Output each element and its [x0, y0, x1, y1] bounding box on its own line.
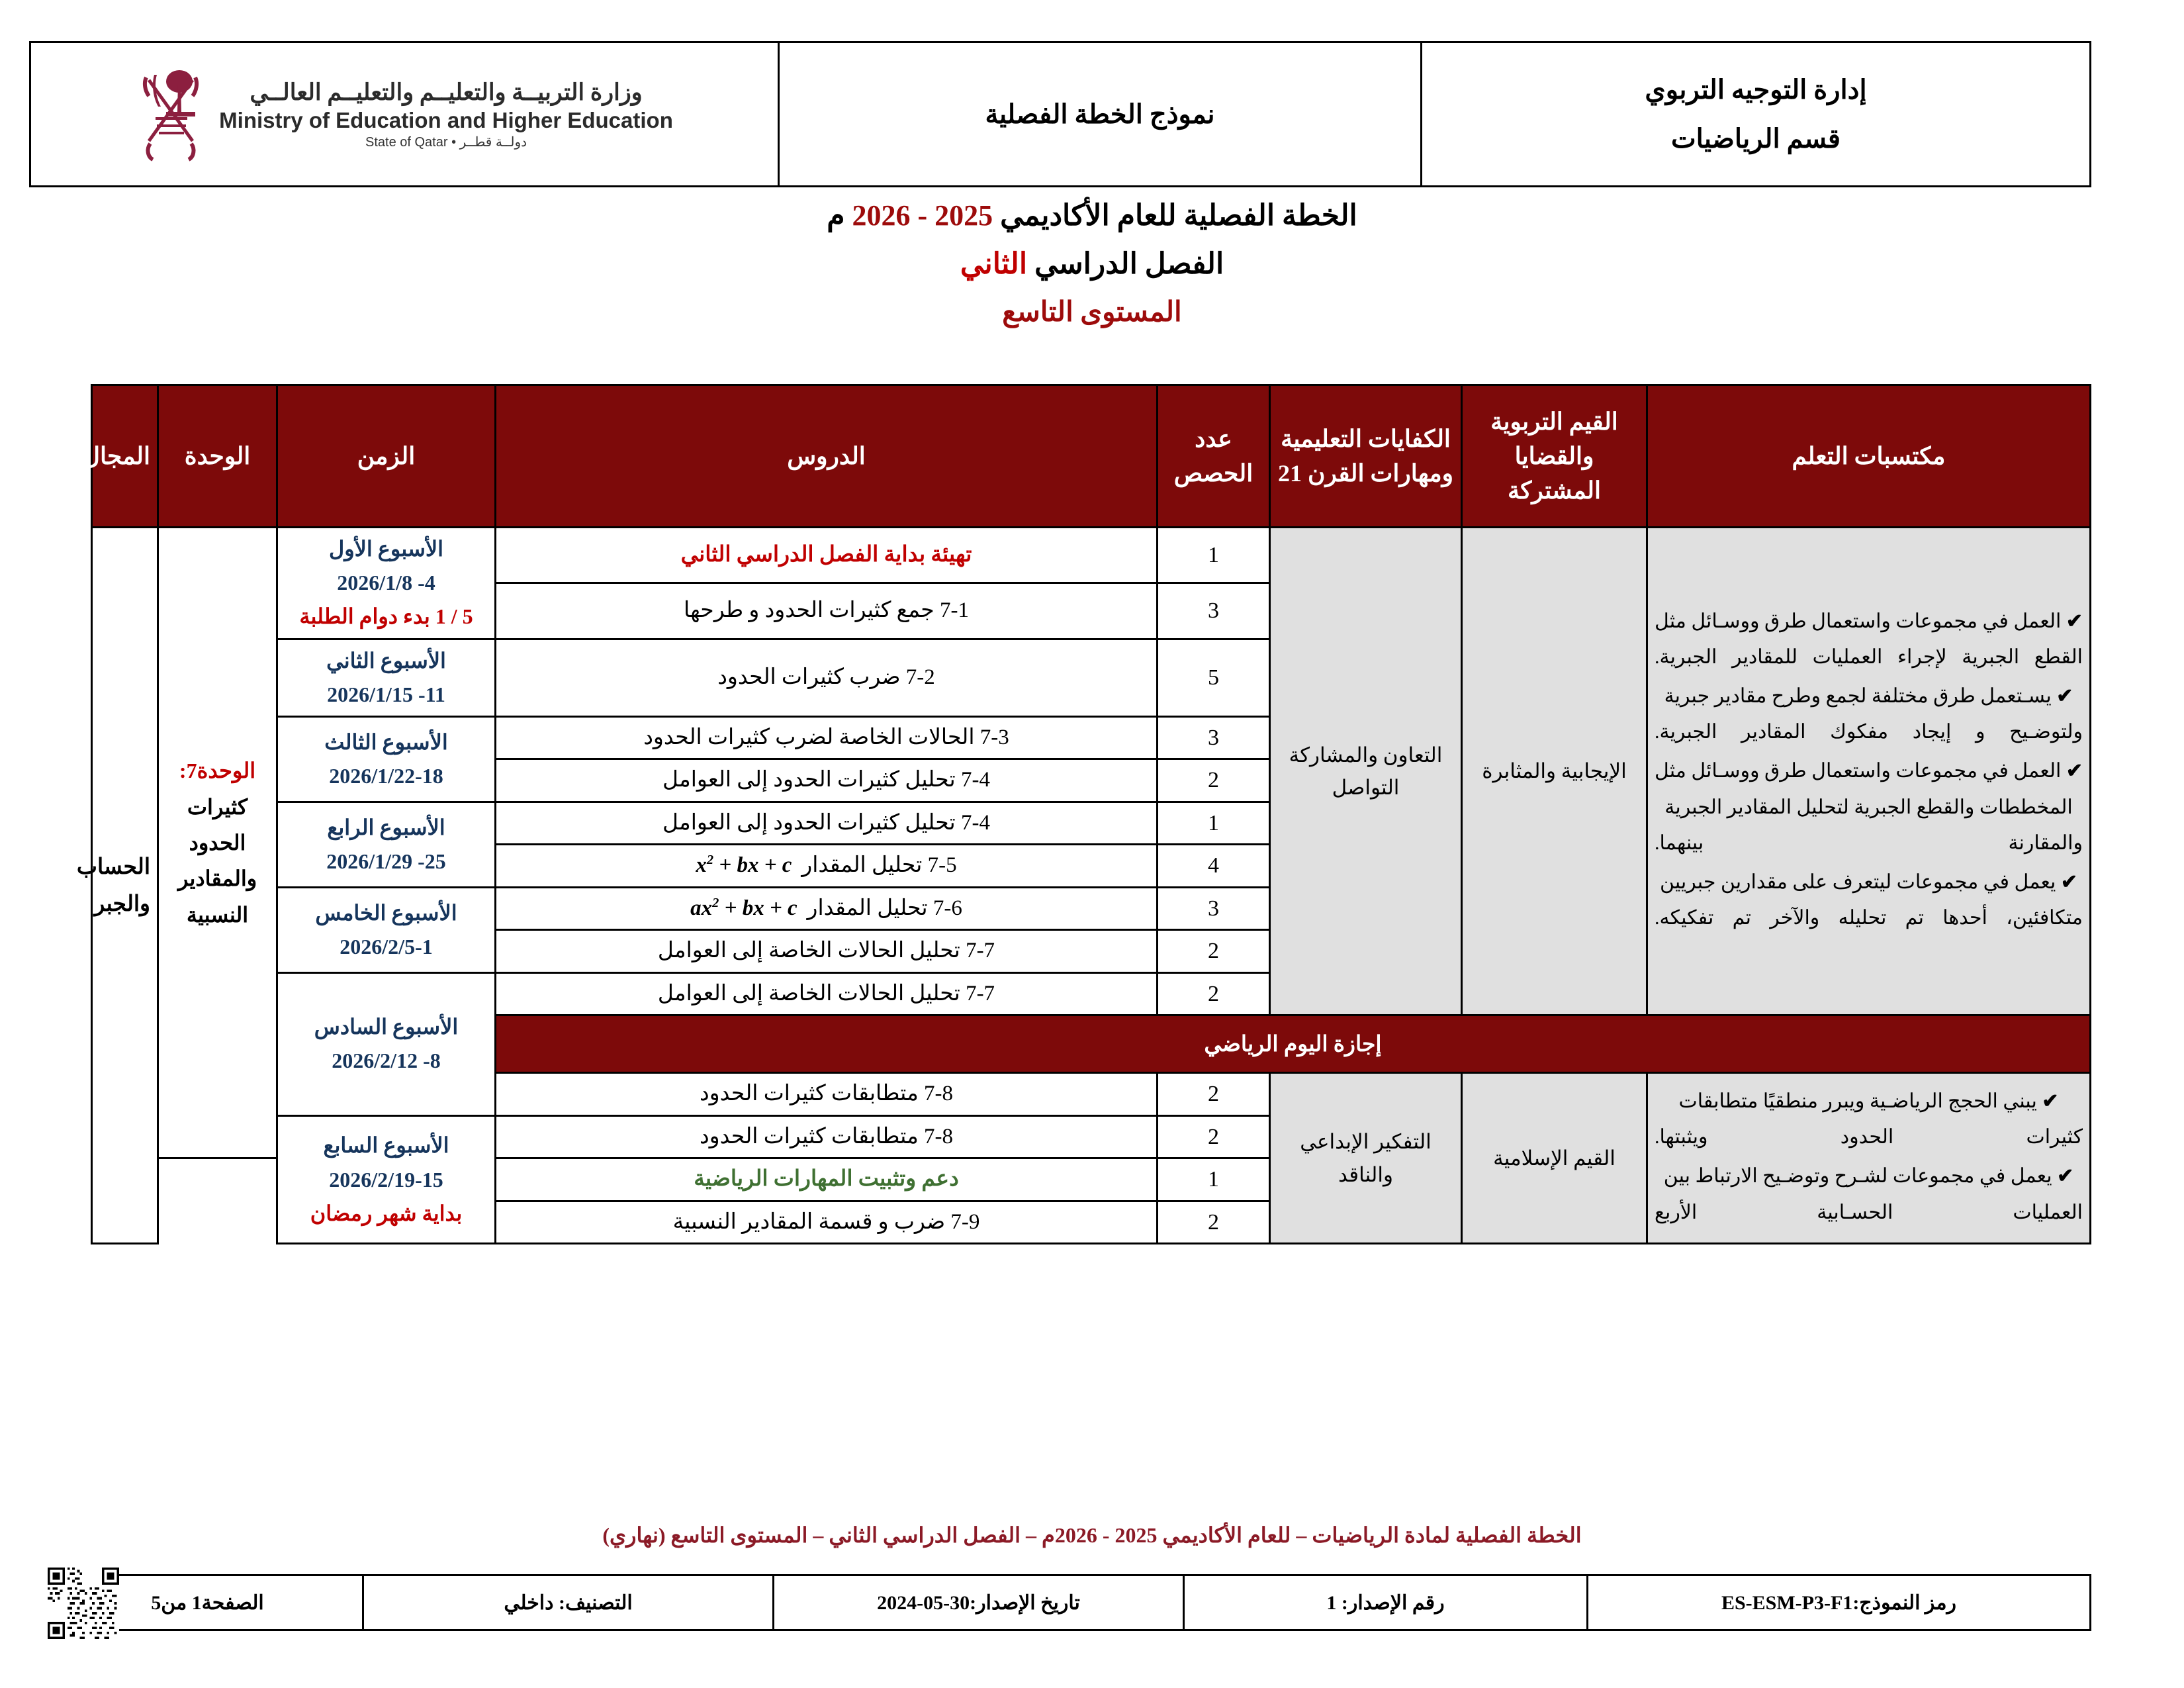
domain-cell: الحساب والجبر	[92, 528, 158, 1244]
session-count-cell: 3	[1158, 716, 1270, 759]
holiday-label: إجازة اليوم الرياضي	[496, 1015, 2091, 1073]
week-cell-1	[277, 528, 496, 639]
session-count-cell: 4	[1158, 845, 1270, 888]
column-header-lessons: الدروس	[496, 385, 1158, 528]
check-icon: ✔	[2066, 610, 2083, 632]
column-header-values: القيم التربوية والقضايا المشتركة	[1462, 385, 1647, 528]
values-cell-block1: الإيجابية والمثابرة	[1462, 528, 1647, 1015]
outcome-item: ✔ يسـتعمل طرق مختلفة لجمع وطرح مقادير جبرية ولتوضـيح و إيجاد مفكوك المقادير الجبرية.	[1655, 684, 2083, 743]
week-dates: 2026/2/5-1	[340, 934, 433, 959]
lesson-cell: 7-2 ضرب كثيرات الحدود	[496, 639, 1158, 716]
term-title-prefix: الفصل الدراسي	[1027, 248, 1224, 280]
lesson-cell: دعم وتثبيت المهارات الرياضية	[496, 1158, 1158, 1201]
footer-version: رقم الإصدار: 1	[1184, 1575, 1588, 1630]
footer-issue-date: تاريخ الإصدار:30-05-2024	[774, 1575, 1184, 1630]
term-title-value: الثاني	[960, 248, 1028, 280]
check-icon: ✔	[2056, 684, 2073, 707]
header-logo-cell	[30, 42, 779, 187]
week-cell-2	[277, 639, 496, 716]
week-cell-4	[277, 802, 496, 887]
week-cell-5	[277, 887, 496, 972]
competencies-cell-block1: التعاون والمشاركة التواصل	[1270, 528, 1462, 1015]
bottom-caption: الخطة الفصلية لمادة الرياضيات – للعام الأكاديمي 2025 - 2026م – الفصل الدراسي الثاني – المستوى التاسع (نهاري)	[602, 1523, 1582, 1547]
footer-classification: التصنيف: داخلي	[363, 1575, 774, 1630]
competencies-cell-block2: التفكير الإبداعي والناقد	[1270, 1073, 1462, 1244]
week-name: الأسبوع السابع	[323, 1133, 449, 1158]
document-header	[29, 41, 2091, 187]
unit-name: كثيرات الحدود والمقادير النسبية	[177, 794, 257, 927]
column-header-time: الزمن	[277, 385, 496, 528]
week-cell-6	[277, 972, 496, 1115]
week-name: الأسبوع الخامس	[315, 900, 457, 925]
unit-cell	[158, 528, 277, 1158]
lesson-cell	[496, 887, 1158, 930]
week-cell-3	[277, 716, 496, 802]
session-count-cell: 2	[1158, 930, 1270, 973]
week-name: الأسبوع الثاني	[326, 648, 446, 673]
qatar-emblem-icon	[136, 63, 207, 165]
document-kind-label: نموذج الخطة الفصلية	[985, 99, 1215, 129]
lesson-cell: 7-4 تحليل كثيرات الحدود إلى العوامل	[496, 802, 1158, 845]
title-block	[0, 199, 2184, 328]
lesson-cell	[496, 845, 1158, 888]
document-footer	[51, 1574, 2091, 1631]
week-name: الأسبوع السادس	[314, 1015, 459, 1039]
ministry-state-label: دولــة قطــر • State of Qatar	[365, 134, 527, 150]
lesson-cell: 7-3 الحالات الخاصة لضرب كثيرات الحدود	[496, 716, 1158, 759]
session-count-cell: 1	[1158, 802, 1270, 845]
footer-form-code: رمز النموذج:ES-ESM-P3-F1	[1588, 1575, 2091, 1630]
week-note: بداية شهر رمضان	[310, 1201, 463, 1225]
department-line-1: إدارة التوجيه التربوي	[1645, 74, 1867, 105]
outcome-item: ✔ يعمل في مجموعات ليتعرف على مقدارين جبريين متكافئين، أحدها تم تحليله والآخر تم تفكيكه.	[1655, 870, 2083, 929]
level-title: المستوى التاسع	[1002, 297, 1182, 328]
session-count-cell: 1	[1158, 1158, 1270, 1201]
outcomes-cell-block1	[1647, 528, 2091, 1015]
lesson-label: 7-5 تحليل المقدار	[801, 853, 957, 878]
week-cell-7	[277, 1115, 496, 1244]
unit-number: الوحدة7:	[179, 759, 256, 783]
lesson-label: 7-6 تحليل المقدار	[807, 896, 962, 920]
lesson-formula: $x^2$ + bx + c	[696, 853, 792, 878]
plan-title-suffix: م	[827, 199, 852, 232]
department-line-2: قسم الرياضيات	[1671, 123, 1841, 154]
plan-title-years: 2025 - 2026	[852, 199, 993, 232]
check-icon: ✔	[2066, 759, 2083, 782]
values-cell-block2: القيم الإسلامية	[1462, 1073, 1647, 1244]
column-header-competencies: الكفايات التعليمية ومهارات القرن 21	[1270, 385, 1462, 528]
check-icon: ✔	[2060, 870, 2078, 893]
week-dates: 4- 2026/1/8	[337, 571, 435, 595]
table-header-row	[92, 385, 2091, 528]
column-header-outcomes: مكتسبات التعلم	[1647, 385, 2091, 528]
lesson-cell: 7-1 جمع كثيرات الحدود و طرحها	[496, 583, 1158, 639]
session-count-cell: 3	[1158, 887, 1270, 930]
session-count-cell: 2	[1158, 972, 1270, 1015]
week-dates: 25- 2026/1/29	[326, 849, 446, 873]
week-name: الأسبوع الثالث	[324, 729, 448, 754]
plan-title-prefix: الخطة الفصلية للعام الأكاديمي	[993, 199, 1357, 232]
outcome-item: ✔ العمل في مجموعات واستعمال طرق ووسـائل مثل القطع الجبرية لإجراء العمليات للمقادير الجبرية.	[1655, 610, 2083, 669]
header-document-kind-cell	[779, 42, 1422, 187]
lesson-cell: 7-4 تحليل كثيرات الحدود إلى العوامل	[496, 759, 1158, 802]
session-count-cell: 1	[1158, 528, 1270, 583]
column-header-unit: الوحدة	[158, 385, 277, 528]
lesson-cell: 7-8 متطابقات كثيرات الحدود	[496, 1115, 1158, 1158]
outcome-item: ✔ العمل في مجموعات واستعمال طرق ووسـائل مثل المخططات والقطع الجبرية لتحليل المقادير الجبرية والمقارنة بينهما.	[1655, 759, 2083, 855]
term-title	[0, 247, 2184, 281]
week-dates: 8- 2026/2/12	[332, 1049, 441, 1073]
week-name: الأسبوع الأول	[328, 537, 444, 561]
lesson-cell: 7-7 تحليل الحالات الخاصة إلى العوامل	[496, 972, 1158, 1015]
column-header-count: عدد الحصص	[1158, 385, 1270, 528]
session-count-cell: 2	[1158, 1115, 1270, 1158]
lesson-cell: 7-9 ضرب و قسمة المقادير النسبية	[496, 1201, 1158, 1244]
lesson-cell: 7-8 متطابقات كثيرات الحدود	[496, 1073, 1158, 1116]
session-count-cell: 2	[1158, 1201, 1270, 1244]
week-dates: 2026/1/22-18	[329, 763, 443, 788]
outcomes-cell-block2	[1647, 1073, 2091, 1244]
outcome-item: ✔ يعمل في مجموعات لشـرح وتوضـيح الارتباط بين العمليات الحسـابية الأربع	[1655, 1164, 2083, 1223]
week-dates: 11- 2026/1/15	[327, 682, 445, 706]
column-header-domain: المجال	[92, 385, 158, 528]
session-count-cell: 3	[1158, 583, 1270, 639]
ministry-name-arabic: وزارة التربيــة والتعليــم والتعليــم العالــي	[250, 79, 643, 105]
table-row	[92, 528, 2091, 583]
session-count-cell: 2	[1158, 759, 1270, 802]
semester-plan-table	[76, 384, 2091, 1244]
ministry-name-english: Ministry of Education and Higher Education	[219, 108, 673, 133]
header-department-cell	[1422, 42, 2091, 187]
qr-code-icon	[48, 1568, 119, 1639]
check-icon: ✔	[2042, 1090, 2059, 1112]
week-name: الأسبوع الرابع	[327, 815, 445, 839]
session-count-cell: 2	[1158, 1073, 1270, 1116]
plan-title	[0, 199, 2184, 232]
check-icon: ✔	[2057, 1164, 2074, 1187]
lesson-formula: $ax^2$ + bx + c	[690, 895, 797, 920]
lesson-cell: تهيئة بداية الفصل الدراسي الثاني	[496, 528, 1158, 583]
week-dates: 2026/2/19-15	[329, 1167, 443, 1192]
lesson-cell: 7-7 تحليل الحالات الخاصة إلى العوامل	[496, 930, 1158, 973]
week-note: 5 / 1 بدء دوام الطلبة	[299, 604, 473, 629]
outcome-item: ✔ يبني الحجج الرياضـية ويبرر منطقيًا متطابقات كثيرات الحدود ويثبتها.	[1655, 1090, 2083, 1149]
footer-page-number: الصفحة1 من5	[52, 1575, 363, 1630]
session-count-cell: 5	[1158, 639, 1270, 716]
